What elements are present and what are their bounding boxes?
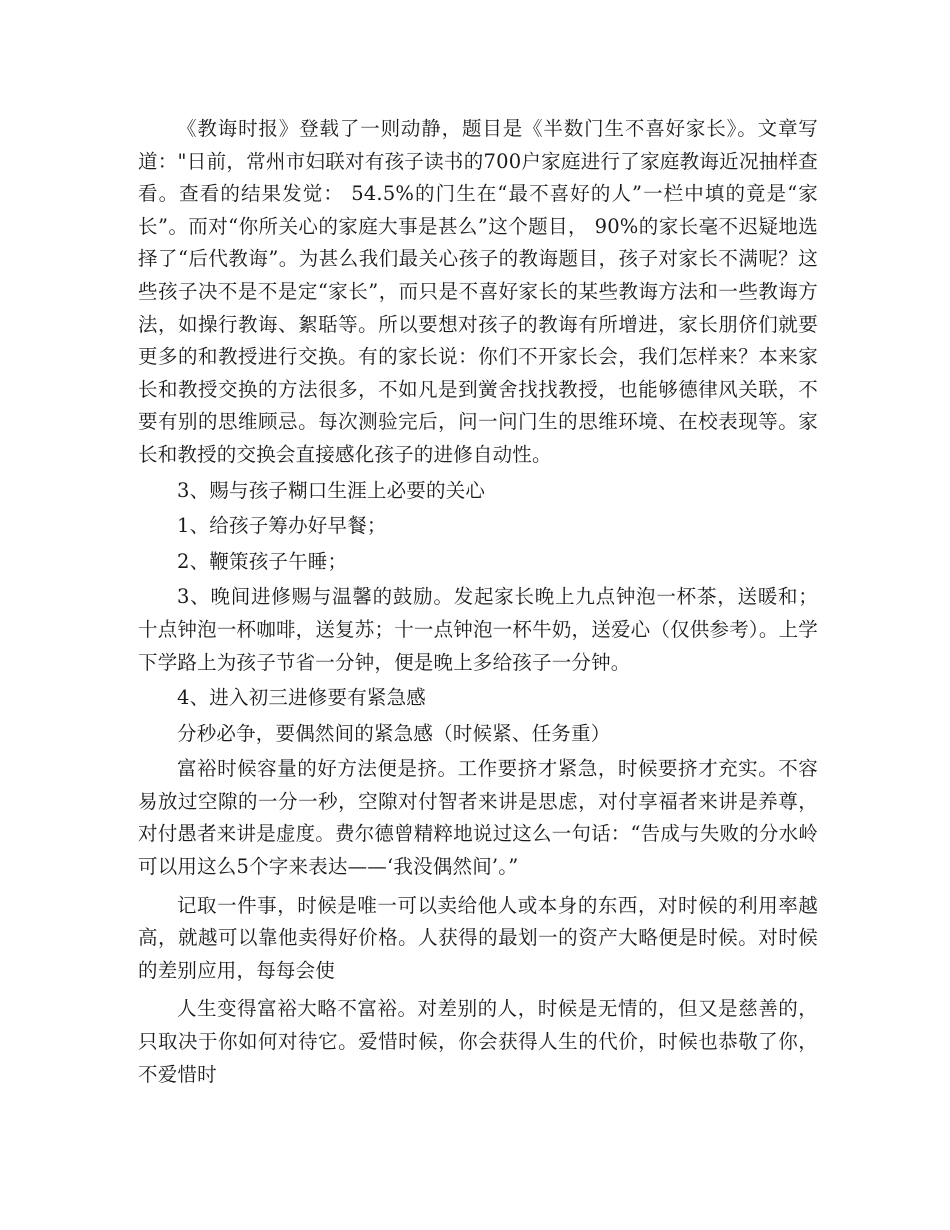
paragraph-intro: 《教诲时报》登载了一则动静，题目是《半数门生不喜好家长》。文章写道："日前，常州市妇联对有孩子读书的700户家庭进行了家庭教诲近况抽样查看。查看的结果发觉： 54.5%的门生在“最不喜好的人”一栏中填的竟是“家长”。而对“你所关心的家庭大事是甚么”这个题目， 90%的家长毫不迟疑地选择了“后代教诲”。为甚么我们最关心孩子的教诲题目，孩子对家长不满呢？这些孩子决不是不是定“家长”，而只是不喜好家长的某些教诲方法和一些教诲方法，如操行教诲、絮聒等。所以要想对孩子的教诲有所增进，家长朋侪们就要更多的和教授进行交换。有的家长说：你们不开家长会，我们怎样来？本来家长和教授交换的方法很多，不如凡是到黉舍找找教授，也能够德律风关联，不要有别的思维顾忌。每次测验完后，问一问门生的思维环境、在校表现等。家长和教授的交换会直接感化孩子的进修自动性。 — [138, 117, 818, 466]
paragraph-squeeze-time: 富裕时候容量的好方法便是挤。工作要挤才紧急，时候要挤才充实。不容易放过空隙的一分一秒，空隙对付智者来讲是思虑，对付享福者来讲是养尊，对付愚者来讲是虚度。费尔德曾精粹地说过这么一句话：“告成与失败的分水岭可以用这么5个字来表达——‘我没偶然间’。” — [138, 757, 818, 879]
paragraph-heading-urgency: 4、进入初三进修要有紧急感 — [177, 686, 427, 710]
paragraph-subheading-time: 分秒必争，要偶然间的紧急感（时候紧、任务重） — [177, 721, 611, 745]
document-body — [138, 113, 818, 1091]
paragraph-life: 人生变得富裕大略不富裕。对差别的人，时候是无情的，但又是慈善的，只取决于你如何对待它。爱惜时候，你会获得人生的代价，时候也恭敬了你，不爱惜时 — [138, 997, 818, 1086]
paragraph-list-evening: 3、晚间进修赐与温馨的鼓励。发起家长晚上九点钟泡一杯茶，送暖和；十点钟泡一杯咖啡，送复苏；十一点钟泡一杯牛奶，送爱心（仅供参考）。上学下学路上为孩子节省一分钟，便是晚上多给孩子一分钟。 — [138, 585, 818, 674]
paragraph-remember: 记取一件事，时候是唯一可以卖给他人或本身的东西，对时候的利用率越高，就越可以靠他卖得好价格。人获得的最划一的资产大略便是时候。对时候的差别应用，每每会使 — [138, 893, 818, 982]
paragraph-heading-care: 3、赐与孩子糊口生涯上必要的关心 — [177, 478, 486, 502]
paragraph-list-breakfast: 1、给孩子筹办好早餐； — [177, 514, 387, 538]
paragraph-list-nap: 2、鞭策孩子午睡； — [177, 549, 348, 573]
